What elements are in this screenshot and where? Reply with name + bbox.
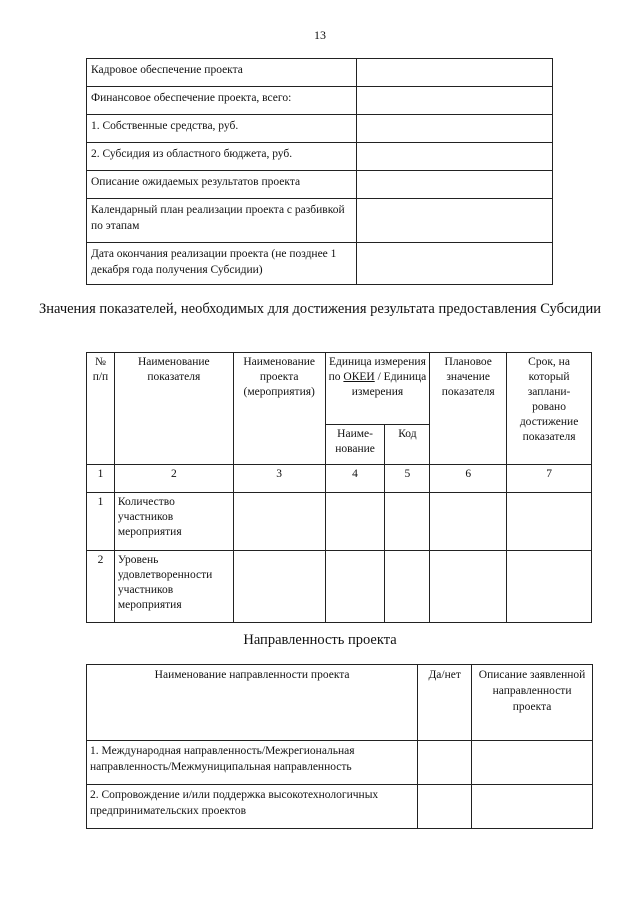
value-cell <box>356 243 552 285</box>
header-yes-no: Да/нет <box>418 665 472 741</box>
row-num: 1 <box>87 493 115 551</box>
header-deadline: Срок, на который заплани- ровано достижение показателя <box>507 353 592 465</box>
column-number: 5 <box>385 465 430 493</box>
header-unit-post: / Единица измерения <box>351 371 427 398</box>
table-row <box>87 115 553 143</box>
header-unit-name: Наиме- нование <box>325 425 385 465</box>
header-description: Описание заявленной направленности проекта <box>472 665 593 741</box>
table-row <box>87 785 593 829</box>
table-row <box>87 741 593 785</box>
direction-table <box>86 664 593 829</box>
header-row <box>87 665 593 741</box>
header-direction-name: Наименование направленности проекта <box>87 665 418 741</box>
empty-cell <box>385 551 430 623</box>
header-unit-pre: Единица измерения по <box>328 356 426 383</box>
row-label-staffing: Кадровое обеспечение проекта <box>87 59 357 87</box>
direction-row-label: 2. Сопровождение и/или поддержка высокотехнологичных предпринимательских проектов <box>87 785 418 829</box>
header-project-name: Наименование проекта (мероприятия) <box>233 353 325 465</box>
column-number: 7 <box>507 465 592 493</box>
indicators-table <box>86 352 592 623</box>
empty-cell <box>430 551 507 623</box>
column-number: 4 <box>325 465 385 493</box>
row-indicator-name: Количество участников мероприятия <box>114 493 233 551</box>
value-cell <box>356 143 552 171</box>
empty-cell <box>233 493 325 551</box>
table-row <box>87 243 553 285</box>
table-row <box>87 551 592 623</box>
table-row <box>87 143 553 171</box>
row-label-end-date: Дата окончания реализации проекта (не позднее 1 декабря года получения Субсидии) <box>87 243 357 285</box>
row-num: 2 <box>87 551 115 623</box>
header-unit-okei: ОКЕИ <box>343 371 375 383</box>
row-label-expected-results: Описание ожидаемых результатов проекта <box>87 171 357 199</box>
header-unit-code: Код <box>385 425 430 465</box>
row-indicator-name: Уровень удовлетворенности участников мероприятия <box>114 551 233 623</box>
page-number: 13 <box>314 28 326 42</box>
value-cell <box>356 199 552 243</box>
column-number: 3 <box>233 465 325 493</box>
empty-cell <box>430 493 507 551</box>
value-cell <box>356 115 552 143</box>
table-row <box>87 493 592 551</box>
row-label-subsidy: 2. Субсидия из областного бюджета, руб. <box>87 143 357 171</box>
direction-row-label: 1. Международная направленность/Межрегиональная направленность/Межмуниципальная направленность <box>87 741 418 785</box>
header-unit <box>325 353 430 425</box>
empty-cell <box>325 551 385 623</box>
table-row <box>87 59 553 87</box>
row-label-financing-total: Финансовое обеспечение проекта, всего: <box>87 87 357 115</box>
project-info-table <box>86 58 553 285</box>
row-label-own-funds: 1. Собственные средства, руб. <box>87 115 357 143</box>
empty-cell <box>418 741 472 785</box>
empty-cell <box>233 551 325 623</box>
empty-cell <box>325 493 385 551</box>
direction-heading: Направленность проекта <box>243 632 397 648</box>
empty-cell <box>385 493 430 551</box>
header-num: № п/п <box>87 353 115 465</box>
empty-cell <box>507 551 592 623</box>
value-cell <box>356 171 552 199</box>
row-label-calendar-plan: Календарный план реализации проекта с разбивкой по этапам <box>87 199 357 243</box>
column-number: 2 <box>114 465 233 493</box>
empty-cell <box>472 741 593 785</box>
table-row <box>87 199 553 243</box>
empty-cell <box>507 493 592 551</box>
column-number: 1 <box>87 465 115 493</box>
value-cell <box>356 87 552 115</box>
table-row <box>87 87 553 115</box>
empty-cell <box>418 785 472 829</box>
header-indicator-name: Наименование показателя <box>114 353 233 465</box>
table-row <box>87 171 553 199</box>
indicators-heading: Значения показателей, необходимых для достижения результата предоставления Субсидии <box>38 301 602 317</box>
column-number: 6 <box>430 465 507 493</box>
column-number-row <box>87 465 592 493</box>
header-planned: Плановое значение показателя <box>430 353 507 465</box>
empty-cell <box>472 785 593 829</box>
header-row <box>87 353 592 425</box>
value-cell <box>356 59 552 87</box>
